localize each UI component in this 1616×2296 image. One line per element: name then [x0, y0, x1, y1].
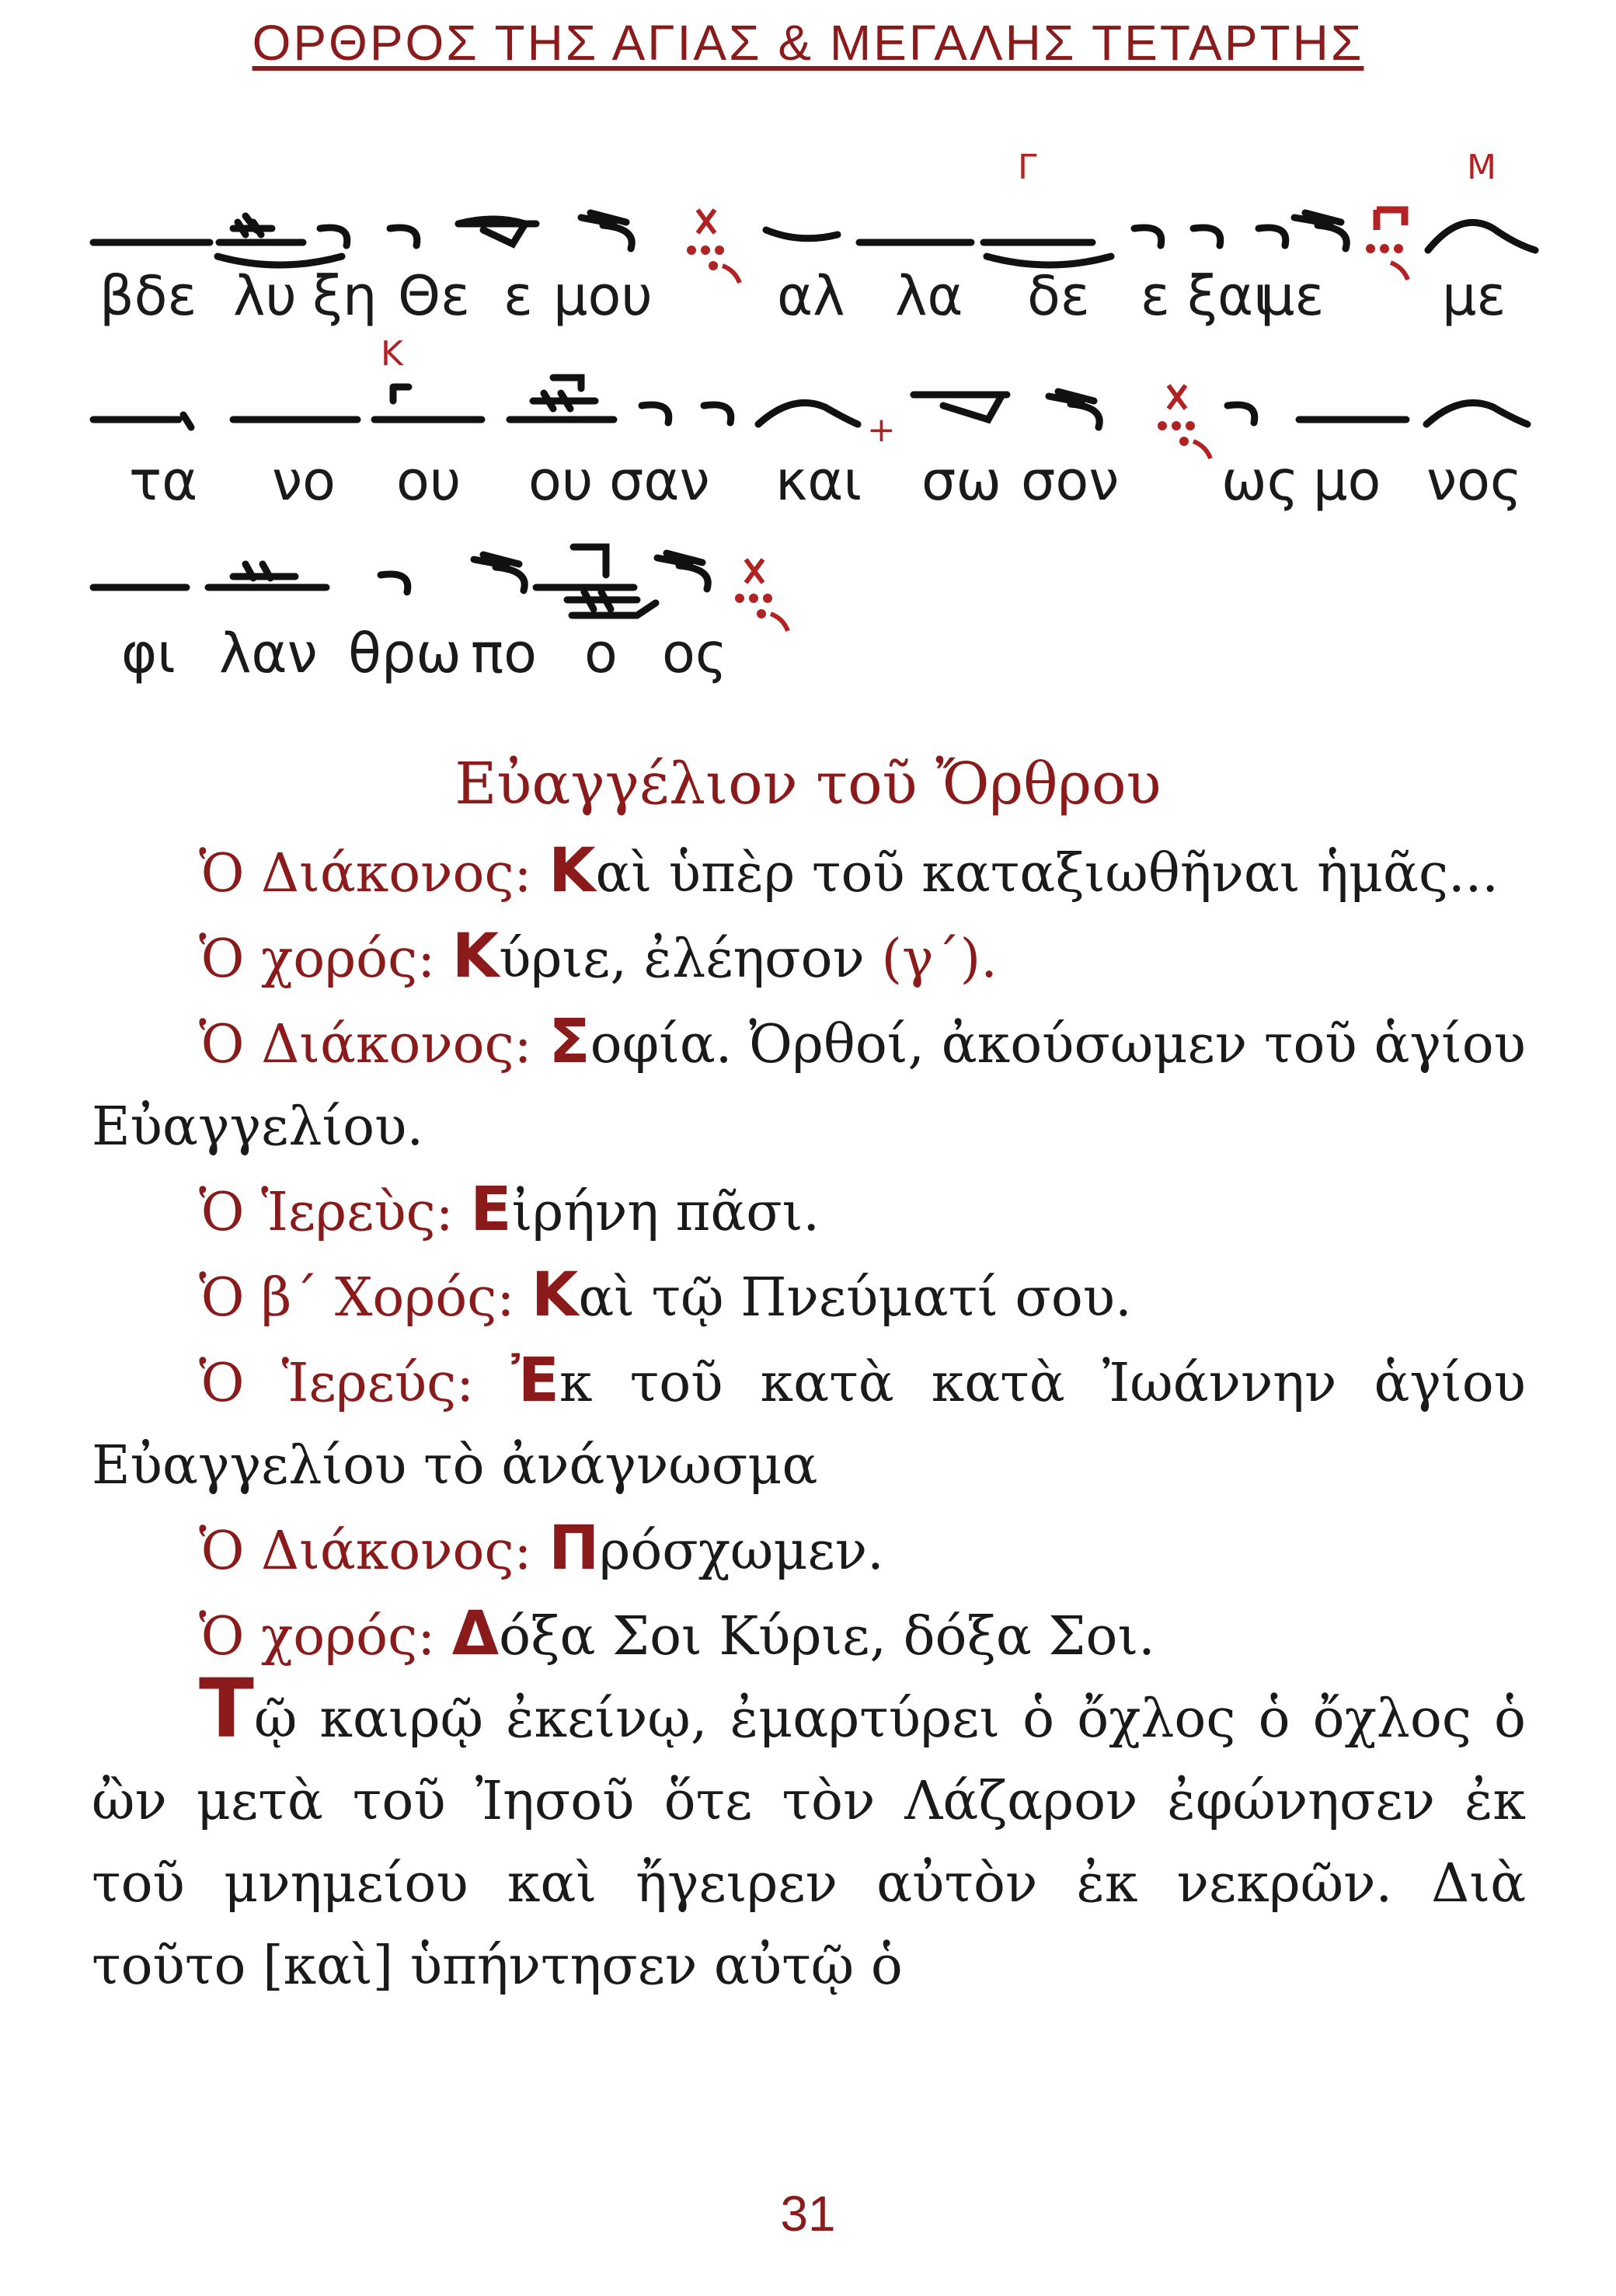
line-text: αὶ τῷ Πνεύματί σου.: [578, 1267, 1132, 1329]
line-text: όξα Σοι Κύριε, δόξα Σοι.: [499, 1606, 1155, 1667]
initial: Σ: [549, 1007, 590, 1077]
syllable: ος: [662, 622, 727, 685]
mark-mu: Μ: [1467, 148, 1496, 187]
line-text: ἰρήνη πᾶσι.: [511, 1182, 820, 1243]
page-header: ΟΡΘΡΟΣ ΤΗΣ ΑΓΙΑΣ & ΜΕΓΑΛΗΣ ΤΕΤΑΡΤΗΣ: [252, 15, 1364, 71]
dialogue-line: [92, 830, 1526, 915]
syllable: σαν: [609, 449, 710, 513]
initial: Π: [549, 1514, 600, 1584]
syllable: με: [1442, 264, 1506, 328]
svg-text:+: +: [867, 410, 896, 450]
syllable: και: [775, 449, 862, 513]
syllable: ως: [1221, 449, 1299, 513]
syllable: αλ: [777, 264, 845, 328]
syllable: νο: [272, 449, 336, 513]
syllable: τα: [129, 449, 198, 513]
reading-text: ῷ καιρῷ ἐκείνῳ, ἐμαρτύρει ὁ ὄχλος ὁ ὄχλος ὁ ὢν μετὰ τοῦ Ἰησοῦ ὅτε τὸν Λάζαρον ἐφώνησεν ἐκ τοῦ μνημείου καὶ ἤγειρεν αὐτὸν ἐκ νεκρῶν. Διὰ τοῦτο [καὶ] ὑπήντησεν αὐτῷ ὁ: [92, 1688, 1526, 1997]
dialogue: [92, 830, 1526, 2008]
syllable: μο: [1313, 449, 1381, 513]
line-text: οφία. Ὀρθοί, ἀκούσωμεν τοῦ ἁγίου Εὐαγγελίου.: [92, 1014, 1527, 1158]
line-text: αὶ ὑπὲρ τοῦ καταξιωθῆναι ἡμᾶς...: [595, 843, 1499, 904]
syllable: ου: [528, 449, 594, 513]
line-text: κ τοῦ κατὰ κατὰ Ἰωάννην ἁγίου Εὐαγγελίου τὸ ἀνάγνωσμα: [92, 1353, 1526, 1496]
syllable: σον: [1021, 449, 1120, 513]
gospel-reading: [92, 1661, 1526, 2008]
syllable: Θε: [398, 264, 470, 328]
speaker: Ὁ Ἱερεύς:: [199, 1353, 475, 1414]
syllable: δε: [1027, 264, 1090, 328]
speaker: Ὁ Διάκονος:: [199, 843, 532, 904]
speaker: Ὁ Διάκονος:: [199, 1521, 532, 1582]
syllable: ε: [503, 264, 533, 328]
initial: Κ: [531, 1260, 579, 1330]
page-number: 31: [780, 2186, 836, 2242]
dialogue-line: [92, 1340, 1526, 1507]
syllable: ο: [584, 622, 618, 685]
syllable: μου: [553, 264, 653, 328]
trailing-note: (γ΄).: [881, 929, 998, 990]
syllable: λυ: [233, 264, 297, 328]
syllable: νος: [1426, 449, 1523, 513]
dialogue-line: [92, 1593, 1526, 1678]
drop-initial: Τ: [199, 1661, 254, 1756]
syllable: ξαι: [1187, 264, 1272, 328]
speaker: Ὁ χορός:: [199, 929, 436, 990]
syllable: ε: [1141, 264, 1170, 328]
initial: Ε: [470, 1175, 512, 1245]
dialogue-line: [92, 915, 1526, 1001]
dialogue-line: [92, 1254, 1526, 1340]
syllable: λα: [895, 264, 963, 328]
initial: Κ: [451, 922, 500, 991]
speaker: Ὁ Ἱερεὺς:: [199, 1182, 454, 1243]
line-text: ρόσχωμεν.: [599, 1521, 884, 1582]
syllable: λαν: [219, 622, 318, 685]
dialogue-line: [92, 1001, 1526, 1169]
syllable: φι: [121, 622, 176, 685]
syllable: βδε: [99, 264, 197, 328]
speaker: Ὁ Διάκονος:: [199, 1014, 532, 1075]
gospel-heading: Εὐαγγέλιον τοῦ Ὄρθρου: [454, 751, 1162, 817]
syllable: σω: [921, 449, 1001, 513]
dialogue-line: [92, 1169, 1526, 1254]
initial: Κ: [549, 836, 596, 906]
syllable: με: [1260, 264, 1325, 328]
syllable: ξη: [312, 264, 378, 328]
mark-kappa: Κ: [381, 334, 403, 374]
syllable: πο: [471, 622, 537, 685]
initial: Δ: [451, 1599, 500, 1669]
syllable: θρω: [348, 622, 461, 685]
mark-gamma: Γ: [1018, 148, 1037, 187]
line-text: ύριε, ἐλέησον: [499, 929, 865, 990]
dialogue-line: [92, 1507, 1526, 1593]
speaker: Ὁ β΄ Χορός:: [199, 1267, 515, 1329]
initial: Ἐ: [511, 1346, 560, 1416]
syllable: ου: [396, 449, 461, 513]
speaker: Ὁ χορός:: [199, 1606, 436, 1667]
